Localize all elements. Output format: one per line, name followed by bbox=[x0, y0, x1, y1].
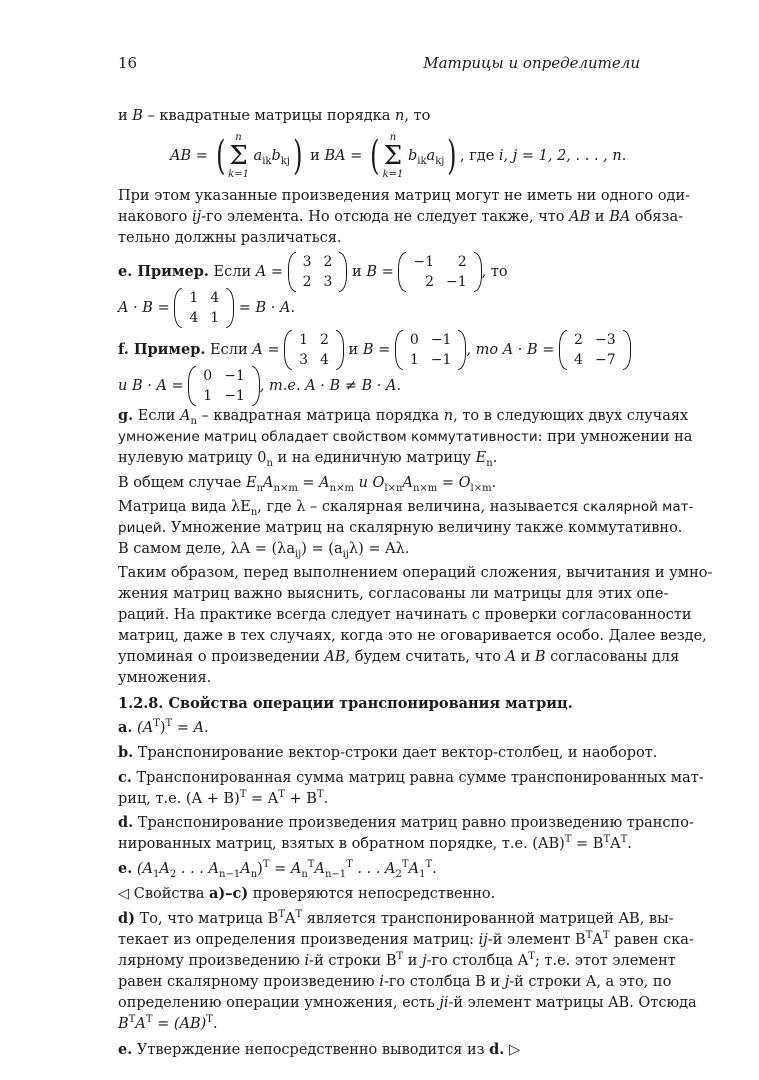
property-c: c. Транспонированная сумма матриц равна сумме транспонированных мат- bbox=[118, 769, 704, 786]
property-a: a. $(A^T)^T = A$. bbox=[118, 718, 209, 736]
matrix-cell: −1 bbox=[224, 388, 245, 404]
matrix bbox=[188, 366, 260, 406]
proof-open: ◁ Свойства a)–c) проверяются непосредственно. bbox=[118, 885, 496, 902]
page-header bbox=[118, 54, 640, 76]
property-d: d. Транспонирование произведения матриц равно произведению транспо- bbox=[118, 814, 694, 831]
matrix-cell: −1 bbox=[430, 332, 452, 348]
matrix-cell: −7 bbox=[594, 352, 616, 368]
text-line: и B – квадратные матрицы порядка n, то bbox=[118, 108, 431, 124]
matrix-cell: 1 bbox=[299, 332, 308, 348]
matrix-cell: 2 bbox=[323, 254, 333, 270]
matrix-cell: −1 bbox=[430, 352, 452, 368]
matrix-cell: 4 bbox=[189, 310, 199, 326]
matrix-cell: −1 bbox=[445, 274, 467, 290]
example-f-line2: и B · A = 0 −1 1 −1 , т.е. A · B ≠ B · A. bbox=[118, 368, 402, 404]
text-line: упоминая о произведении AB, будем считать, что A и B согласованы для bbox=[118, 649, 680, 665]
example-e-line1: e. Пример. Если A = 3 2 2 3 и B = −1 2 2 −1 , то bbox=[118, 254, 508, 290]
text-line: нулевую матрицу $0_n$ и на единичную матрицу $E_n$. bbox=[118, 450, 498, 469]
text-line: жения матриц важно выяснить, согласованы ли матрицы для этих опе- bbox=[118, 586, 669, 602]
matrix-cell: 0 bbox=[203, 368, 213, 384]
matrix-cell: 3 bbox=[323, 274, 333, 290]
sum-symbol: n Σ k=1 bbox=[382, 132, 404, 180]
running-title: Матрицы и определители bbox=[423, 54, 640, 72]
matrix-cell: 3 bbox=[299, 352, 308, 368]
text-line: тельно должны различаться. bbox=[118, 230, 342, 246]
text-line: В общем случае $E_nA_{n\times m} = A_{n\times m}$ и $O_{l\times n}A_{n\times m} = O_{l\times m}$. bbox=[118, 475, 497, 494]
text-line: матриц, даже в тех случаях, когда это не оговаривается особо. Далее везде, bbox=[118, 628, 707, 644]
matrix bbox=[395, 330, 467, 370]
matrix bbox=[559, 330, 631, 370]
proof-line: равен скалярному произведению i-го столбца B и j-й строки A, а это, по bbox=[118, 974, 672, 990]
text-line: g. Если $A_n$ – квадратная матрица порядка n, то в следующих двух случаях bbox=[118, 407, 689, 427]
property-b: b. Транспонирование вектор-строки дает вектор-столбец, и наоборот. bbox=[118, 744, 658, 761]
example-e-line2: A · B = 1 4 4 1 = B · A. bbox=[118, 290, 296, 326]
matrix-cell: 1 bbox=[189, 290, 199, 306]
matrix-cell: 4 bbox=[210, 290, 220, 306]
matrix-cell: 3 bbox=[302, 254, 312, 270]
text-line: Таким образом, перед выполнением операций сложения, вычитания и умно- bbox=[118, 565, 713, 581]
matrix-cell: 1 bbox=[203, 388, 213, 404]
proof-close: e. Утверждение непосредственно выводится из d. ▷ bbox=[118, 1041, 521, 1058]
matrix-cell: −3 bbox=[594, 332, 616, 348]
text-line: накового ij-го элемента. Но отсюда не следует также, что AB и BA обяза- bbox=[118, 209, 683, 225]
matrix-cell: −1 bbox=[224, 368, 245, 384]
matrix-cell: 1 bbox=[409, 352, 419, 368]
formula-products: AB = ( n Σ k=1 $a_{ik}b_{kj}$) и BA = ( n Σ k=1 $b_{ik}a_{kj}$) , где i, j = 1, 2, . . . , n. bbox=[170, 132, 627, 180]
matrix bbox=[174, 288, 234, 328]
text-line: рицей. Умножение матриц на скалярную величину также коммутативно. bbox=[118, 520, 683, 536]
text-line: В самом деле, $\lambda A = (\lambda a_{ij}) = (a_{ij}\lambda) = A\lambda$. bbox=[118, 541, 410, 560]
section-heading: 1.2.8. Свойства операции транспонирования матриц. bbox=[118, 695, 573, 712]
matrix-cell: 4 bbox=[320, 352, 329, 368]
text-line: При этом указанные произведения матриц могут не иметь ни одного оди- bbox=[118, 188, 691, 204]
matrix-cell: 0 bbox=[409, 332, 419, 348]
matrix bbox=[284, 330, 344, 370]
matrix-cell: 2 bbox=[425, 274, 434, 290]
proof-line: текает из определения произведения матриц: ij-й элемент $B^TA^T$ равен ска- bbox=[118, 930, 694, 948]
proof-line: лярному произведению i-й строки $B^T$ и j-го столбца $A^T$; т.е. этот элемент bbox=[118, 951, 676, 969]
property-c-cont: риц, т.е. $(A + B)^T = A^T + B^T$. bbox=[118, 789, 329, 807]
matrix-cell: 1 bbox=[210, 310, 220, 326]
matrix bbox=[288, 252, 348, 292]
matrix-cell: 2 bbox=[320, 332, 329, 348]
example-f-line1: f. Пример. Если A = 1 2 3 4 и B = 0 −1 1 −1 , то A · B = 2 −3 4 −7 bbox=[118, 330, 640, 364]
book-page bbox=[118, 0, 713, 1080]
property-e: e. ($A_1A_2$ . . . $A_{n-1}A_n)^T = A_n^TA_{n-1}^T$ . . . $A_2^TA_1^T$. bbox=[118, 859, 437, 880]
matrix-cell: 4 bbox=[574, 352, 583, 368]
matrix-cell: −1 bbox=[413, 254, 434, 270]
matrix-cell: 2 bbox=[302, 274, 312, 290]
property-d-cont: нированных матриц, взятых в обратном порядке, т.е. $(AB)^T = B^TA^T$. bbox=[118, 834, 632, 852]
text-line: Матрица вида $\lambda E_n$, где λ – скалярная величина, называется скалярной мат- bbox=[118, 499, 694, 518]
sum-symbol: n Σ k=1 bbox=[228, 132, 249, 180]
matrix-cell: 2 bbox=[457, 254, 467, 270]
page-number: 16 bbox=[118, 54, 138, 72]
proof-line: определению операции умножения, есть ji-й элемент матрицы AB. Отсюда bbox=[118, 995, 697, 1011]
proof-line: $B^TA^T = (AB)^T$. bbox=[118, 1014, 218, 1032]
matrix-cell: 2 bbox=[574, 332, 583, 348]
matrix bbox=[398, 252, 481, 292]
text-line: умножения. bbox=[118, 670, 212, 686]
proof-line: d) То, что матрица $B^TA^T$ является транспонированной матрицей AB, вы- bbox=[118, 909, 674, 927]
text-line: умножение матриц обладает свойством коммутативности: при умножении на bbox=[118, 429, 693, 445]
text-line: раций. На практике всегда следует начинать с проверки согласованности bbox=[118, 607, 692, 623]
